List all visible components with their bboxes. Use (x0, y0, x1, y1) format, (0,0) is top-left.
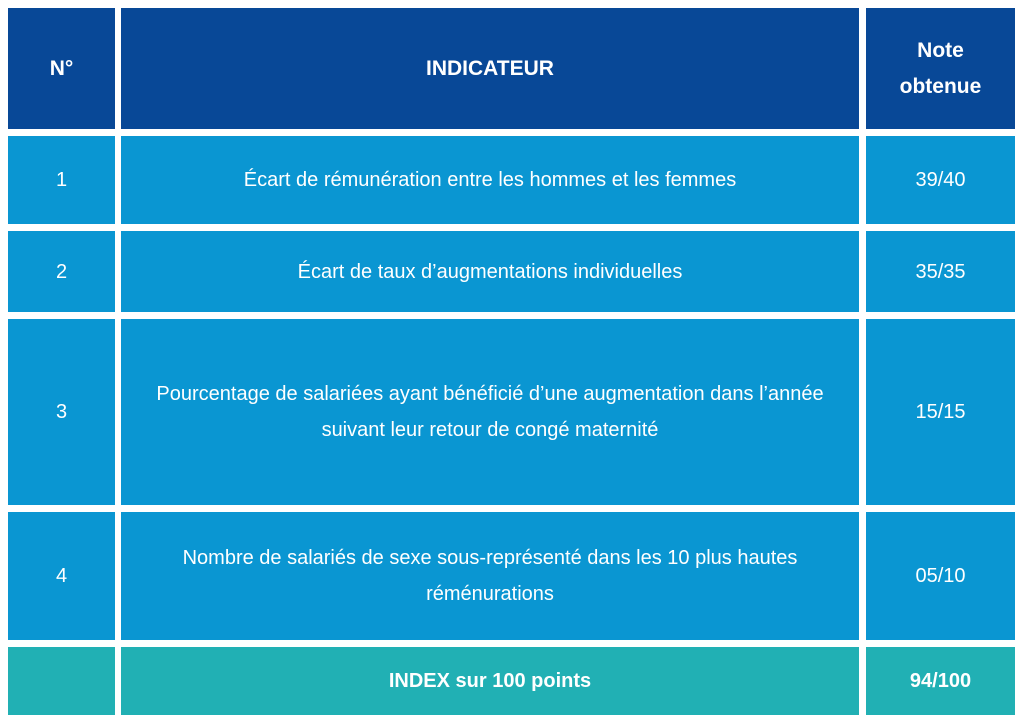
total-number (8, 647, 115, 715)
header-number (8, 8, 115, 129)
table-row-score (866, 136, 1015, 224)
table-row-number (8, 512, 115, 640)
header-indicator (121, 8, 859, 129)
row-indicator: Écart de taux d’augmentations individuelles (297, 260, 683, 283)
row-number: 3 (55, 401, 68, 423)
row-score: 39/40 (915, 169, 966, 191)
header-score-line1: Note (917, 38, 964, 62)
row-number: 4 (55, 565, 68, 587)
row-number: 2 (55, 260, 68, 283)
table-row-indicator (121, 319, 859, 505)
table-row-indicator (121, 136, 859, 224)
row-indicator: Pourcentage de salariées ayant bénéficié d’une augmentation dans l’année (156, 383, 824, 405)
total-indicator (121, 647, 859, 715)
total-score-value: 94/100 (909, 670, 972, 692)
row-indicator-line2: suivant leur retour de congé maternité (321, 419, 659, 441)
total-label: INDEX sur 100 points (388, 670, 592, 692)
header-score-line2: obtenue (899, 74, 982, 98)
table-row-score (866, 319, 1015, 505)
header-indicator-label: INDICATEUR (426, 56, 554, 80)
row-score: 15/15 (915, 401, 966, 423)
row-number: 1 (55, 169, 68, 191)
row-indicator: Nombre de salariés de sexe sous-représenté dans les 10 plus hautes (182, 547, 798, 569)
table-row-number (8, 319, 115, 505)
header-number-label: N° (49, 56, 74, 80)
table-row-number (8, 231, 115, 312)
total-score (866, 647, 1015, 715)
table-row-score (866, 512, 1015, 640)
table-row-indicator (121, 512, 859, 640)
header-score (866, 8, 1015, 129)
table-row-score (866, 231, 1015, 312)
row-indicator: Écart de rémunération entre les hommes et les femmes (243, 169, 737, 191)
row-score: 35/35 (915, 260, 966, 283)
table-row-indicator (121, 231, 859, 312)
row-indicator-line2: réménurations (426, 583, 554, 605)
row-score: 05/10 (915, 565, 966, 587)
table-row-number (8, 136, 115, 224)
